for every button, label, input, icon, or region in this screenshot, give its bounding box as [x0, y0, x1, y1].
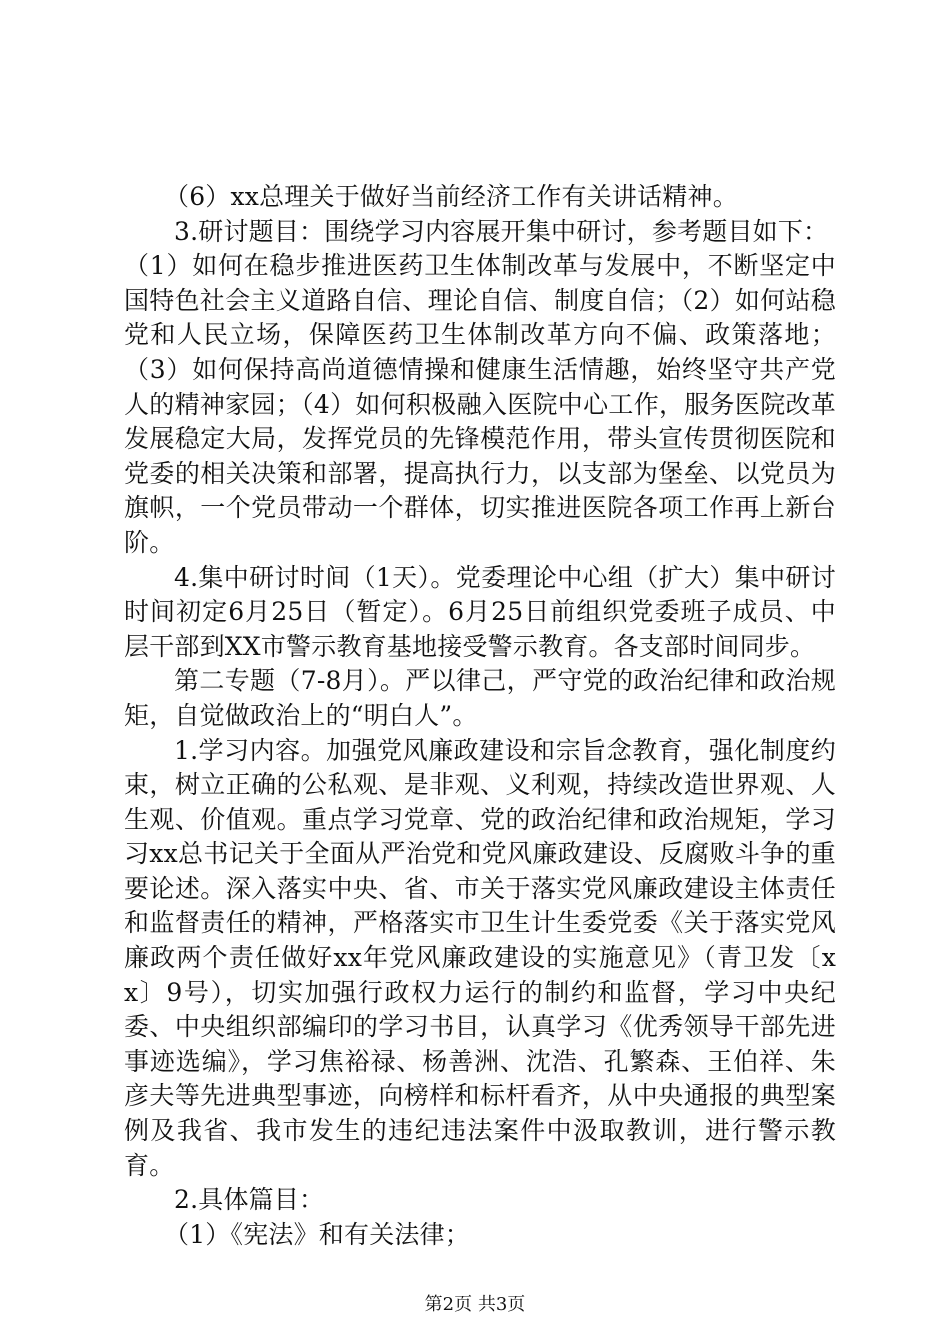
page-footer [0, 1294, 950, 1316]
paragraph-specific-items: 2.具体篇目： [174, 1185, 325, 1215]
paragraph-study-item-6: （6）xx总理关于做好当前经济工作有关讲话精神。 [164, 182, 738, 211]
document-body [124, 180, 836, 1252]
paragraph-item-constitution: （1）《宪法》和有关法律； [164, 1219, 471, 1249]
paragraph-study-content: 1.学习内容。加强党风廉政建设和宗旨念教育，强化制度约束，树立正确的公私观、是非观、义利观，持续改造世界观、人生观、价值观。重点学习党章、党的政治纪律和政治规矩，学习习xx总书记关于全面从严治党和党风廉政建设、反腐败斗争的重要论述。深入落实中央、省、市关于落实党风廉政建设主体责任和监督责任的精神，严格落实市卫生计生委党委《关于落实党风廉政两个责任做好xx年党风廉政建设的实施意见》（青卫发〔xx〕9号），切实加强行政权力运行的制约和监督，学习中央纪委、中央组织部编印的学习书目，认真学习《优秀领导干部先进事迹选编》，学习焦裕禄、杨善洲、沈浩、孔繁森、王伯祥、朱彦夫等先进典型事迹，向榜样和标杆看齐，从中央通报的典型案例及我省、我市发生的违纪违法案件中汲取教训，进行警示教育。 [124, 735, 836, 1180]
paragraph-second-topic: 第二专题（7-8月）。严以律己，严守党的政治纪律和政治规矩，自觉做政治上的“明白人”。 [124, 666, 836, 730]
paragraph-discussion-topics: 3.研讨题目：围绕学习内容展开集中研讨，参考题目如下： [174, 216, 829, 246]
page-number-label: 第2页 共3页 [424, 1294, 526, 1315]
paragraph-discussion-time: 4.集中研讨时间（1天）。党委理论中心组（扩大）集中研讨时间初定6月25日（暂定）。6月25日前组织党委班子成员、中层干部到XX市警示教育基地接受警示教育。各支部时间同步。 [124, 562, 836, 661]
paragraph-topic-list: （1）如何在稳步推进医药卫生体制改革与发展中，不断坚定中国特色社会主义道路自信、理论自信、制度自信；（2）如何站稳党和人民立场，保障医药卫生体制改革方向不偏、政策落地；（3）如何保持高尚道德情操和健康生活情趣，始终坚守共产党人的精神家园；（4）如何积极融入医院中心工作，服务医院改革发展稳定大局，发挥党员的先锋模范作用，带头宣传贯彻医院和党委的相关决策和部署，提高执行力，以支部为堡垒、以党员为旗帜，一个党员带动一个群体，切实推进医院各项工作再上新台阶。 [124, 251, 836, 557]
